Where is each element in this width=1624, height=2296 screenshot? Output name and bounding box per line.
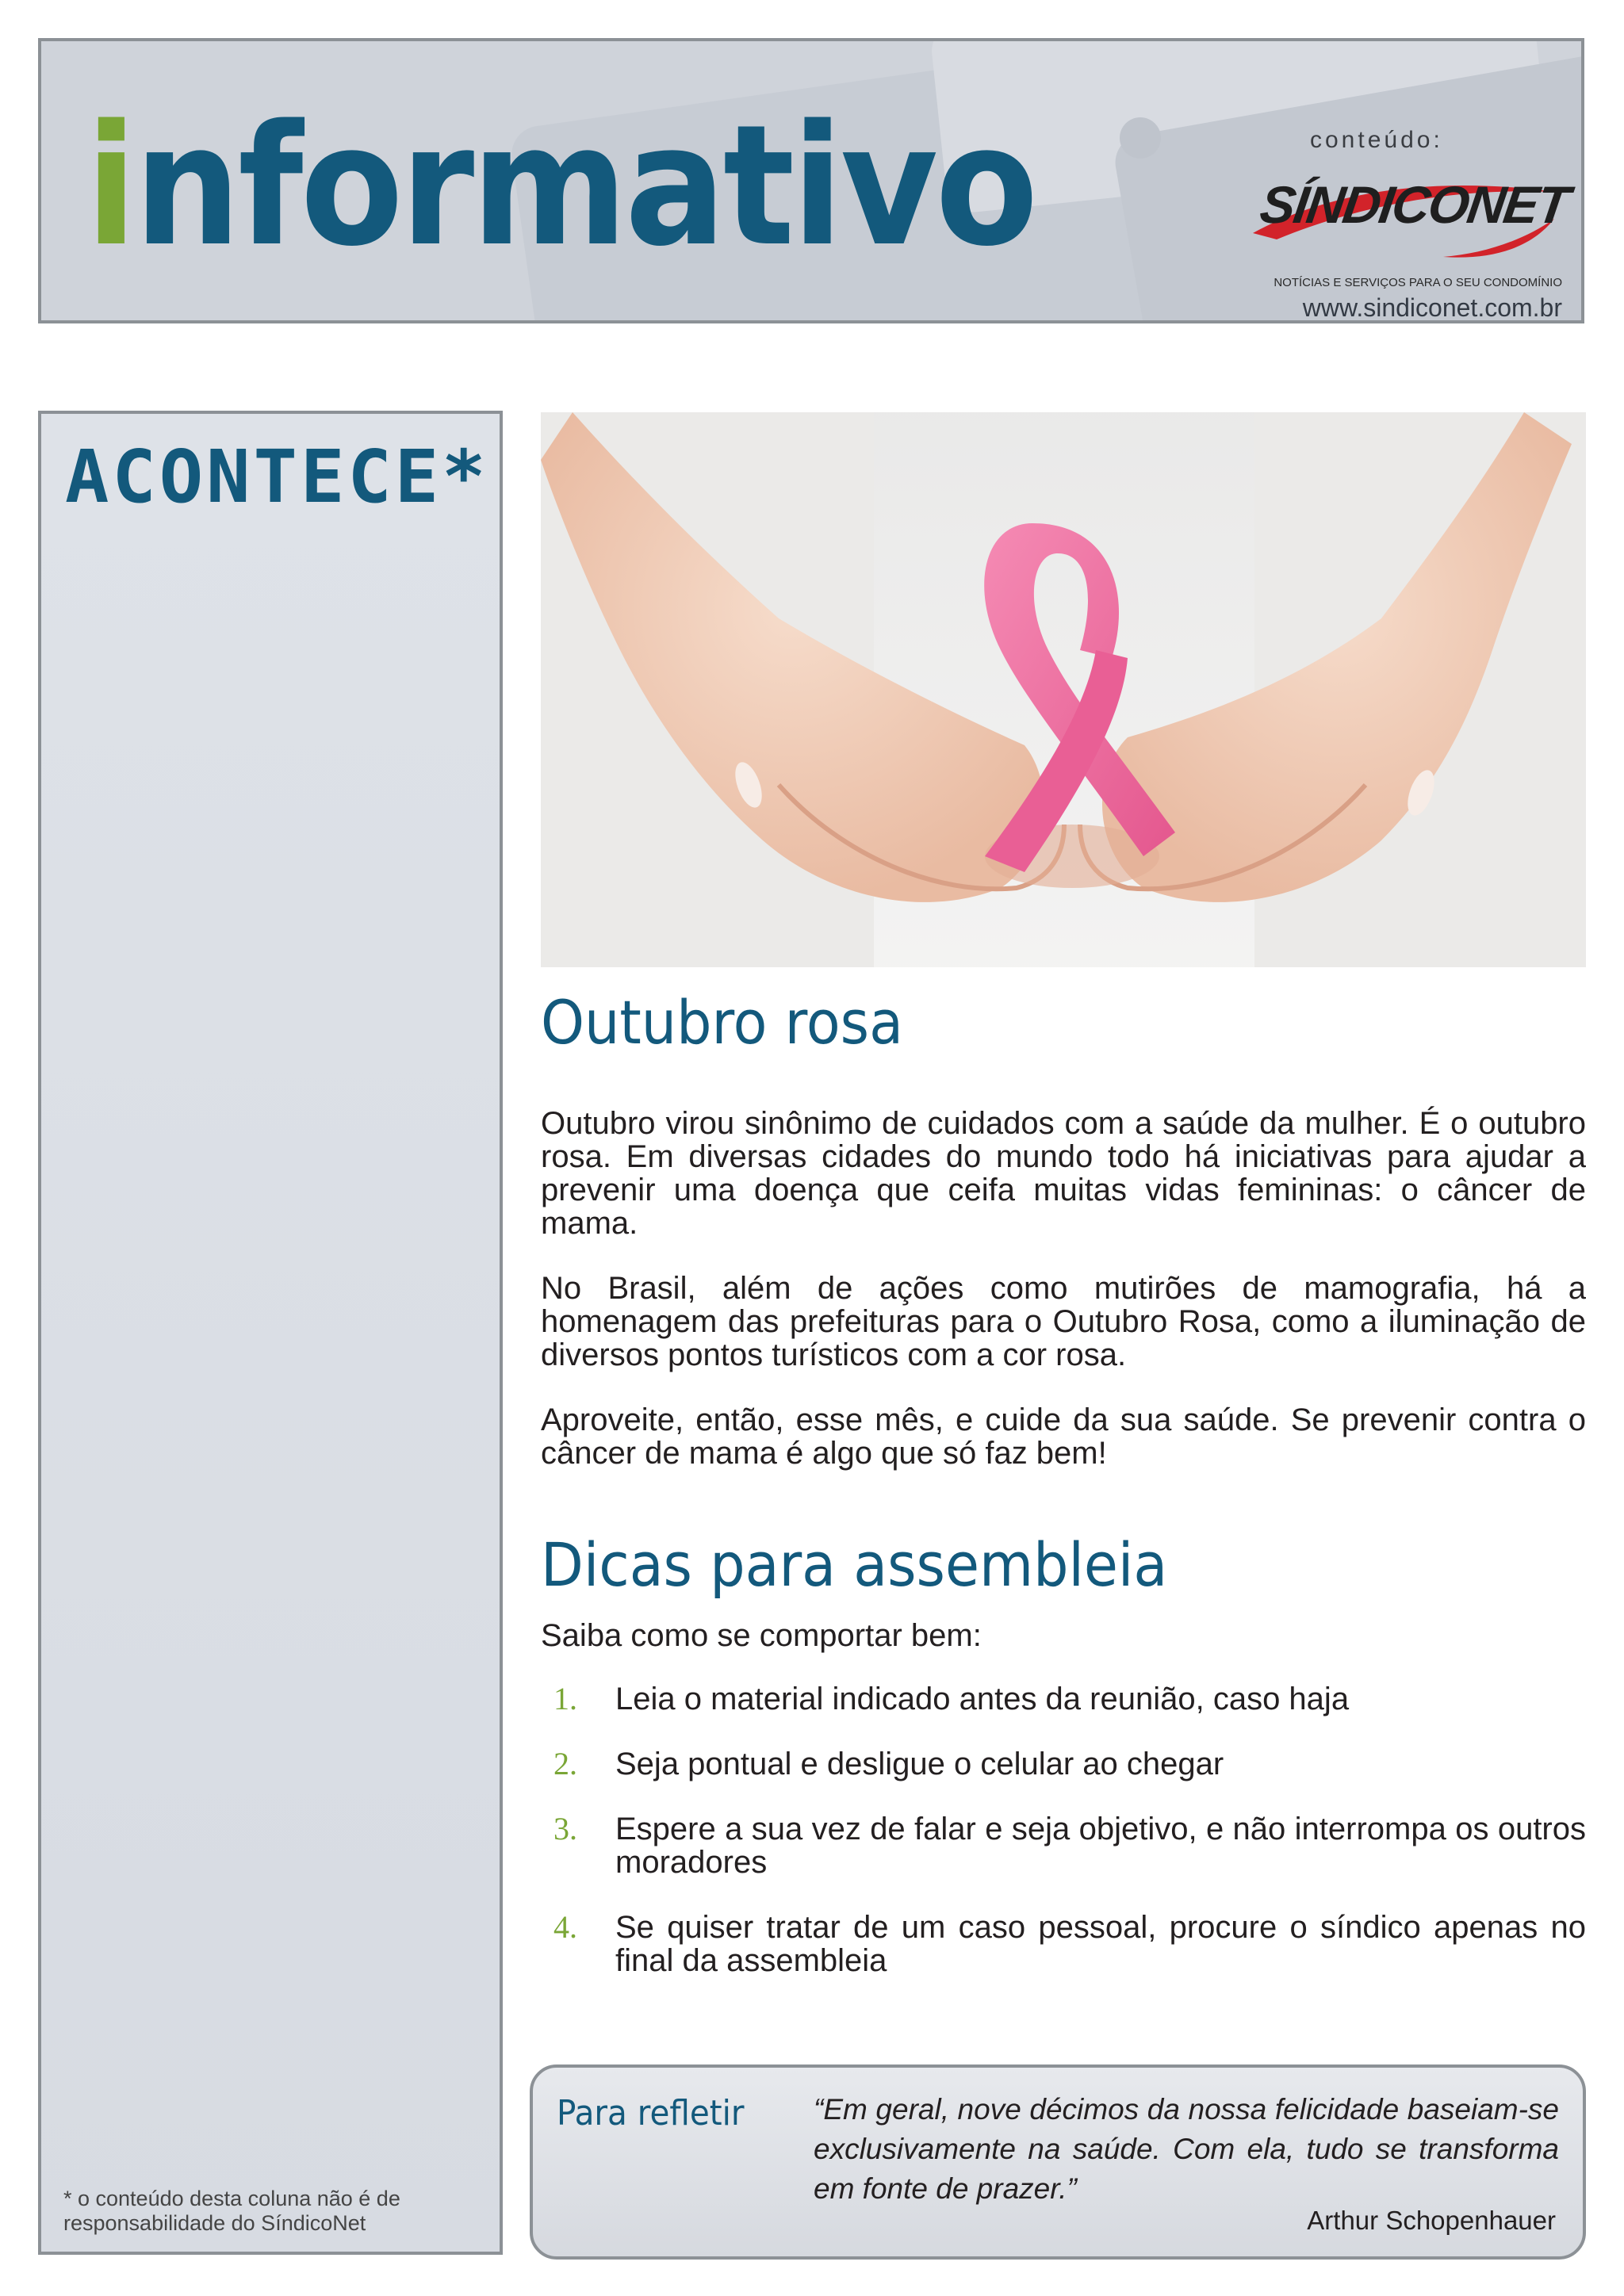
quote-label: Para refletir: [557, 2093, 745, 2133]
list-number: 3.: [553, 1811, 577, 1846]
pink-ribbon-hands-icon: [541, 412, 1586, 967]
list-text: Espere a sua vez de falar e seja objetivo, e não interrompa os outros moradores: [615, 1812, 1586, 1880]
tips-intro: Saiba como se comportar bem:: [541, 1618, 982, 1653]
quote-text: “Em geral, nove décimos da nossa felicidade baseiam-se exclusivamente na saúde. Com ela, tudo se transforma em fonte de prazer.”: [814, 2093, 1559, 2205]
logo-tagline: NOTÍCIAS E SERVIÇOS PARA O SEU CONDOMÍNIO: [1274, 276, 1562, 289]
article-paragraph: Outubro virou sinônimo de cuidados com a saúde da mulher. É o outubro rosa. Em diversas cidades do mundo todo há iniciativas para ajudar a prevenir uma doença que ceifa muitas vidas femininas: o câncer de mama.: [541, 1106, 1586, 1241]
hero-image: [541, 412, 1586, 967]
banner-decoration: [1120, 117, 1161, 159]
article-paragraph: No Brasil, além de ações como mutirões de mamografia, há a homenagem das prefeituras para o Outubro Rosa, como a iluminação de diversos pontos turísticos com a cor rosa.: [541, 1271, 1586, 1372]
title-rest: nformativo: [134, 89, 1036, 283]
article-title-dicas: Dicas para assembleia: [541, 1529, 1168, 1600]
reflection-quote-box: [530, 2064, 1586, 2260]
content-label: conteúdo:: [1310, 127, 1443, 153]
newsletter-title: [86, 89, 1036, 283]
list-number: 4.: [553, 1909, 577, 1945]
logo-url-link[interactable]: www.sindiconet.com.br: [1302, 293, 1562, 322]
logo-wordmark: SÍNDICONET: [1256, 175, 1572, 234]
sidebar-footnote: * o conteúdo desta coluna não é de responsabilidade do SíndicoNet: [63, 2187, 400, 2235]
list-number: 1.: [553, 1681, 577, 1716]
quote-author: Arthur Schopenhauer: [1307, 2206, 1556, 2235]
list-text: Seja pontual e desligue o celular ao chegar: [615, 1747, 1224, 1781]
title-first-letter: i: [86, 89, 135, 283]
sindiconet-logo[interactable]: [1229, 174, 1572, 322]
list-text: Se quiser tratar de um caso pessoal, procure o síndico apenas no final da assembleia: [615, 1910, 1586, 1978]
article-title-outubro-rosa: Outubro rosa: [541, 987, 903, 1058]
article-paragraph: Aproveite, então, esse mês, e cuide da sua saúde. Se prevenir contra o câncer de mama é algo que só faz bem!: [541, 1402, 1586, 1471]
list-number: 2.: [553, 1746, 577, 1781]
acontece-sidebar: [38, 411, 503, 2255]
header-banner: [38, 38, 1584, 323]
list-text: Leia o material indicado antes da reunião, caso haja: [615, 1682, 1350, 1716]
sidebar-title: ACONTECE*: [65, 434, 489, 519]
